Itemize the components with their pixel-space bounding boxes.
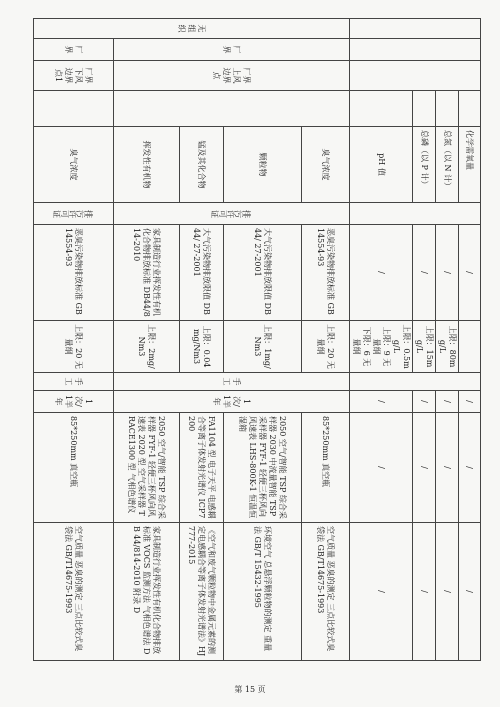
table-row: 颗粒物 大气污染物排放限值 DB44/ 27-2001 上限：1mg/Nm3 2050 空气/智能 TSP 综合采样器 2030 中流量智能 TSP 采样器 FYF-1 轻便三杯风向风速表 LHS-800K-1 恒温恒湿箱 环境空气 总悬浮颗粒物的测定 重量法 GB/T 15432-1995: [224, 19, 302, 661]
rotated-table-wrapper: [43, 18, 481, 660]
monitor-item: pH 值: [350, 127, 413, 203]
manual-cell: 手工: [34, 373, 114, 391]
table-row: pH 值 / 上限：0.5mg/L 上限：9 无量纲 下限：6 无量纲 / / /: [350, 19, 413, 661]
page-number: 第 15 页: [234, 685, 266, 694]
monitor-item: 颗粒物: [224, 127, 302, 203]
table-row: 总磷（以 P 计） / 上限：15mg/L / / /: [413, 19, 436, 661]
monitor-item: 臭气浓度: [34, 127, 114, 203]
category-cell: 无组织: [34, 19, 350, 39]
monitor-item: 臭气浓度: [302, 127, 350, 203]
permit-cell: 排污许可证: [34, 203, 114, 225]
freq-cell: 1次/1半年: [114, 391, 350, 413]
table-row: 化学需氧量 / / / /: [459, 19, 481, 661]
monitor-item: 总氮（以 N 计）: [436, 127, 459, 203]
location-cell: 厂界: [114, 39, 350, 61]
table-row: 锰及其化合物 大气污染物排放限值 DB44/ 27-2001 上限：0.04mg/Nm3 FA1104 型 电子天平 电感耦合等离子体发射光谱仪 ICP7200 《空气和废气颗粒物中金属元素的测定电感耦合等离子体发射光谱法》HJ 777-2015: [180, 19, 224, 661]
permit-cell: 排污许可证: [114, 203, 350, 225]
monitor-item: 化学需氧量: [459, 127, 481, 203]
point-cell: 厂界下风边界点1: [34, 61, 114, 91]
freq-cell: 1次/1半年: [34, 391, 114, 413]
monitor-item: 锰及其化合物: [180, 127, 224, 203]
table-row: 挥发性有机物 家具制造行业挥发性有机化合物排放标准 DB44/814-2010 上限：2mg/Nm3 2050 空气/智能 TSP 综合采样器 FYF-1 轻便三杯风向风速表 2020 型 空气采样器 TRACE1300 型 气相色谱仪 家具制造行业挥发性有机化合物排放标准 VOCS 监测方法 气相色谱法 DB 44/814-2010 附录 D: [114, 19, 180, 661]
table-row: 无组织 厂界 厂界上风边界点 臭气浓度 排污许可证 恶臭污染物排放标准 GB 14554-93 上限：20 无量纲 手工 1次/1半年 85*250mm 真空瓶 空气质量 恶臭的测定 三点比较式臭袋法 GB/T14675-1993: [302, 19, 350, 661]
monitor-item: 挥发性有机物: [114, 127, 180, 203]
monitor-item: 总磷（以 P 计）: [413, 127, 436, 203]
table-row: 厂界 厂界下风边界点1 臭气浓度 排污许可证 恶臭污染物排放标准 GB 14554-93 上限：20 无量纲 手工 1次/1半年 85*250mm 真空瓶 空气质量 恶臭的测定 三点比较式臭袋法 GB/T14675-1993: [34, 19, 114, 661]
location-cell: 厂界: [34, 39, 114, 61]
manual-cell: 手工: [114, 373, 350, 391]
point-cell: 厂界上风边界点: [114, 61, 350, 91]
table-row: 总氮（以 N 计） / 上限：80mg/L / / /: [436, 19, 459, 661]
monitoring-table: [33, 18, 481, 661]
